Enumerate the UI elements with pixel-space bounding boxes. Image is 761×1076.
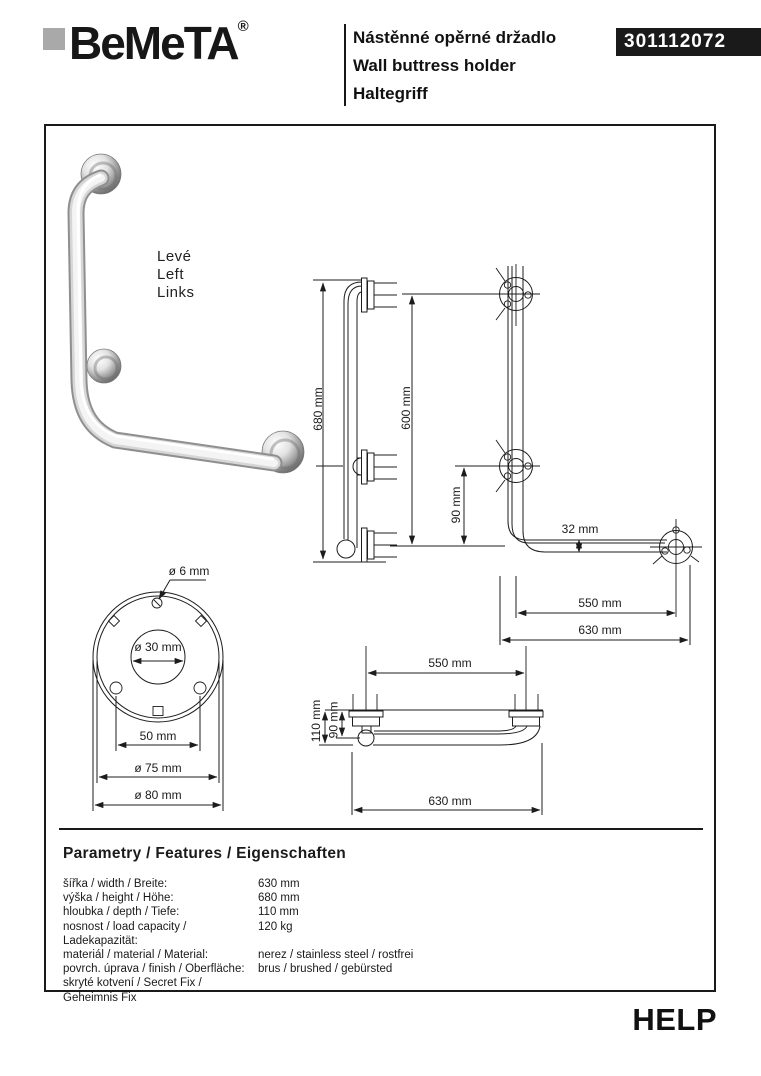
parameter-value: 110 mm bbox=[258, 906, 299, 919]
dim-label-680: 680 mm bbox=[311, 387, 325, 431]
parameter-value bbox=[258, 976, 623, 1004]
parameter-label: hloubka / depth / Tiefe: bbox=[63, 906, 180, 919]
parameter-value: nerez / stainless steel / rostfrei bbox=[258, 949, 414, 962]
dim-label-600: 600 mm bbox=[399, 386, 413, 430]
parameter-value: brus / brushed / gebürsted bbox=[258, 963, 393, 976]
parameter-label: materiál / material / Material: bbox=[63, 949, 209, 962]
product-photo bbox=[76, 154, 304, 473]
top-view-drawing bbox=[319, 646, 543, 815]
dim-label-110: 110 mm bbox=[309, 699, 323, 743]
dim-label-90-top: 90 mm bbox=[326, 701, 341, 739]
dim-label-630-top: 630 mm bbox=[428, 794, 472, 808]
parameter-row bbox=[63, 962, 623, 976]
orientation-en: Left bbox=[157, 266, 185, 283]
screw-symbols bbox=[496, 268, 699, 564]
parameter-label: šířka / width / Breite: bbox=[63, 878, 168, 890]
parameter-label: výška / height / Höhe: bbox=[63, 892, 174, 905]
parameter-value: 630 mm bbox=[258, 878, 300, 890]
parameter-row bbox=[63, 891, 623, 905]
registered-trademark-icon: ® bbox=[237, 18, 249, 35]
parameter-value: 120 kg bbox=[258, 920, 293, 933]
dim-label-550-front: 550 mm bbox=[578, 596, 622, 610]
dim-label-o6: ø 6 mm bbox=[168, 564, 210, 578]
flange-detail-drawing bbox=[93, 580, 223, 811]
parameter-row bbox=[63, 905, 623, 919]
help-label: HELP bbox=[632, 1002, 717, 1037]
product-name-en: Wall buttress holder bbox=[353, 56, 516, 75]
product-code-badge: 301112072 bbox=[616, 28, 761, 56]
product-name-de: Haltegriff bbox=[353, 84, 428, 103]
dim-label-o75: ø 75 mm bbox=[134, 761, 182, 775]
orientation-de: Links bbox=[157, 284, 195, 301]
dim-label-o80: ø 80 mm bbox=[134, 788, 182, 802]
orientation-cs: Levé bbox=[157, 248, 192, 265]
dim-label-o30: ø 30 mm bbox=[134, 640, 182, 654]
parameter-row bbox=[63, 877, 623, 891]
parameter-value: 680 mm bbox=[258, 892, 300, 905]
dim-label-630-front: 630 mm bbox=[578, 623, 622, 637]
orientation-label bbox=[157, 248, 195, 302]
front-view-drawing bbox=[390, 264, 702, 645]
parameter-row bbox=[63, 948, 623, 962]
parameter-row bbox=[63, 920, 623, 948]
parameter-label: skryté kotvení / Secret Fix / Geheimnis Fix bbox=[63, 977, 202, 1004]
parameter-row bbox=[63, 976, 623, 1004]
parameters-table bbox=[63, 877, 623, 1005]
dim-label-32: 32 mm bbox=[561, 522, 599, 536]
side-view-drawing bbox=[313, 278, 397, 562]
product-name-cs: Nástěnné opěrné držadlo bbox=[353, 28, 557, 47]
dim-label-50: 50 mm bbox=[139, 729, 177, 743]
dim-label-550-top: 550 mm bbox=[428, 656, 472, 670]
parameter-label: nosnost / load capacity / Ladekapazität: bbox=[63, 920, 187, 947]
brand-text: BeMeTA bbox=[69, 17, 238, 69]
dim-label-90-front: 90 mm bbox=[449, 486, 463, 524]
parameters-title: Parametry / Features / Eigenschaften bbox=[63, 845, 347, 862]
parameter-label: povrch. úprava / finish / Oberfläche: bbox=[63, 963, 245, 976]
